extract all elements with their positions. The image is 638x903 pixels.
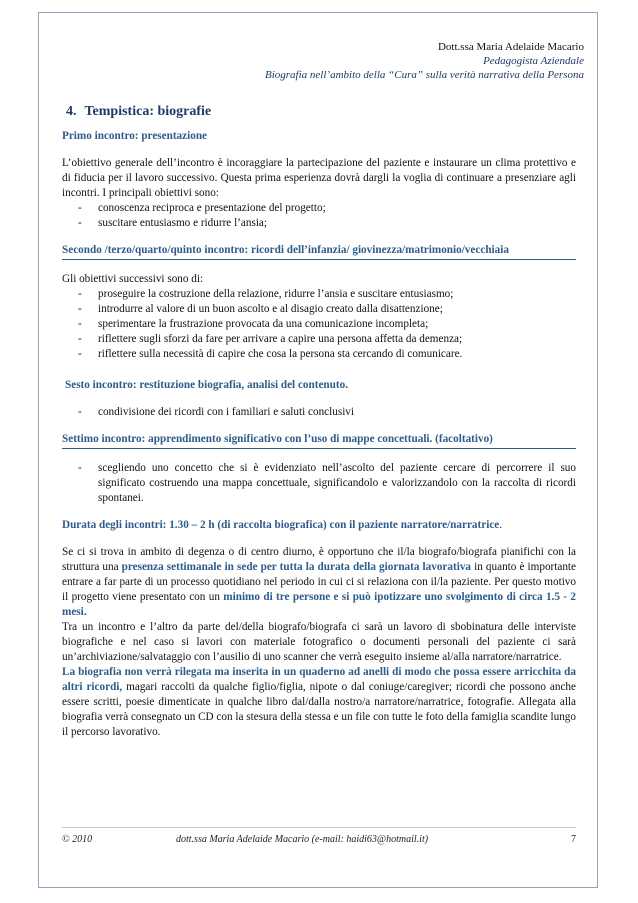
duration-paragraph-1 [62,545,576,620]
meeting7-list [62,461,576,506]
section-number: 4. [66,104,77,119]
meeting6-heading: Sesto incontro: restituzione biografia, analisi del contenuto. [65,379,348,391]
duration-heading-end: . [499,519,503,531]
list-item: - scegliendo uno concetto che si è evidenziato nell’ascolto del paziente cercare di percorrere il suo significato costruendo una mappa concettuale, significandolo e valorizzandolo con la raccolta di ricordi spontanei. [78,461,576,506]
highlight-run: presenza settimanale in sede per tutta la durata della giornata lavorativa [121,561,472,573]
duration-paragraph-2: Tra un incontro e l’altro da parte del/della biografo/biografa ci sarà un lavoro di sbobinatura delle interviste biografiche e nel caso si lavori con materiale fotografico o documenti personali del paziente ci sarà un’archiviazione/salvataggio con l’ausilio di uno scanner che verrà eseguito insieme al/alla narratore/narratrice. [62,621,576,663]
list-item: - introdurre al valore di un buon ascolto e al disagio creato dalla disattenzione; [78,302,576,317]
list-item: - condivisione dei ricordi con i familiari e saluti conclusivi [78,405,576,420]
text-run: Se ci si trova in ambito di degenza o di centro diurno, è opportuno che il/la biografo/biografa pianifichi con la struttura una [62,546,576,573]
text-run: in quanto è importante entrare a far parte di un processo quotidiano nel periodo in cui ci si relaziona con il/la paziente. Per questo motivo il progetto viene presentato con un [62,561,577,603]
section-title-text: Tempistica: biografie [84,104,212,119]
footer-year: © 2010 [62,834,93,845]
highlight-run: minimo di tre persone e si può ipotizzare uno svolgimento di circa 1.5 - 2 mesi. [62,591,577,618]
list-item: - suscitare entusiasmo e ridurre l’ansia; [78,216,576,231]
duration-paragraph-3 [62,665,576,740]
page-number: 7 [571,834,576,845]
header-author: Dott.ssa Maria Adelaide Macario [437,41,584,53]
duration-heading [62,518,576,533]
header-role: Pedagogista Aziendale [483,55,584,67]
highlight-run: La biografia non verrà rilegata ma inserita in un quaderno ad anelli di modo che possa essere arricchita da altri ricordi, [62,666,576,693]
meeting2-list [62,287,576,362]
footer-contact: dott.ssa Maria Adelaide Macario (e-mail: haidi63@hotmail.it) [176,834,429,845]
meeting2-intro: Gli obiettivi successivi sono di: [62,273,204,285]
meeting7-heading: Settimo incontro: apprendimento significativo con l’uso di mappe concettuali. (facoltativo) [62,432,576,449]
duration-heading-text: Durata degli incontri: 1.30 – 2 h (di raccolta biografica) con il paziente narratore/narratrice [62,519,500,531]
list-item: - sperimentare la frustrazione provocata da una comunicazione incompleta; [78,317,576,332]
text-run: magari raccolti da qualche figlio/figlia, nipote o dal coniuge/caregiver; ricordi che possono anche essere scritti, poesie dimenticate in qualche libro dal/dalla nostro/a narratore/narratrice, fotografie. Allegata alla biografia verrà consegnato un CD con la stesura della stessa e un file con tutte le foto della famiglia scandite lungo il percorso lavorativo. [62,681,576,738]
meeting2-heading: Secondo /terzo/quarto/quinto incontro: ricordi dell’infanzia/ giovinezza/matrimonio/vecchiaia [62,243,576,260]
section-title [66,104,576,119]
meeting1-text: L’obiettivo generale dell’incontro è incoraggiare la partecipazione del paziente e instaurare un clima protettivo e di fiducia per il lavoro successivo. Questa prima esperienza dovrà dargli la voglia di continuare a presenziare agli incontri. I principali obiettivi sono: [62,157,576,199]
page-content [62,104,576,740]
page-footer [62,827,576,850]
meeting1-heading: Primo incontro: presentazione [62,130,208,142]
meeting1-list [62,201,576,231]
list-item: - conoscenza reciproca e presentazione del progetto; [78,201,576,216]
list-item: - riflettere sulla necessità di capire che cosa la persona sta cercando di comunicare. [78,347,576,362]
page-header [265,40,584,82]
header-subtitle: Biografia nell’ambito della “Cura” sulla verità narrativa della Persona [265,69,584,81]
meeting6-list [62,405,576,420]
list-item: - proseguire la costruzione della relazione, ridurre l’ansia e suscitare entusiasmo; [78,287,576,302]
list-item: - riflettere sugli sforzi da fare per arrivare a capire una persona affetta da demenza; [78,332,576,347]
